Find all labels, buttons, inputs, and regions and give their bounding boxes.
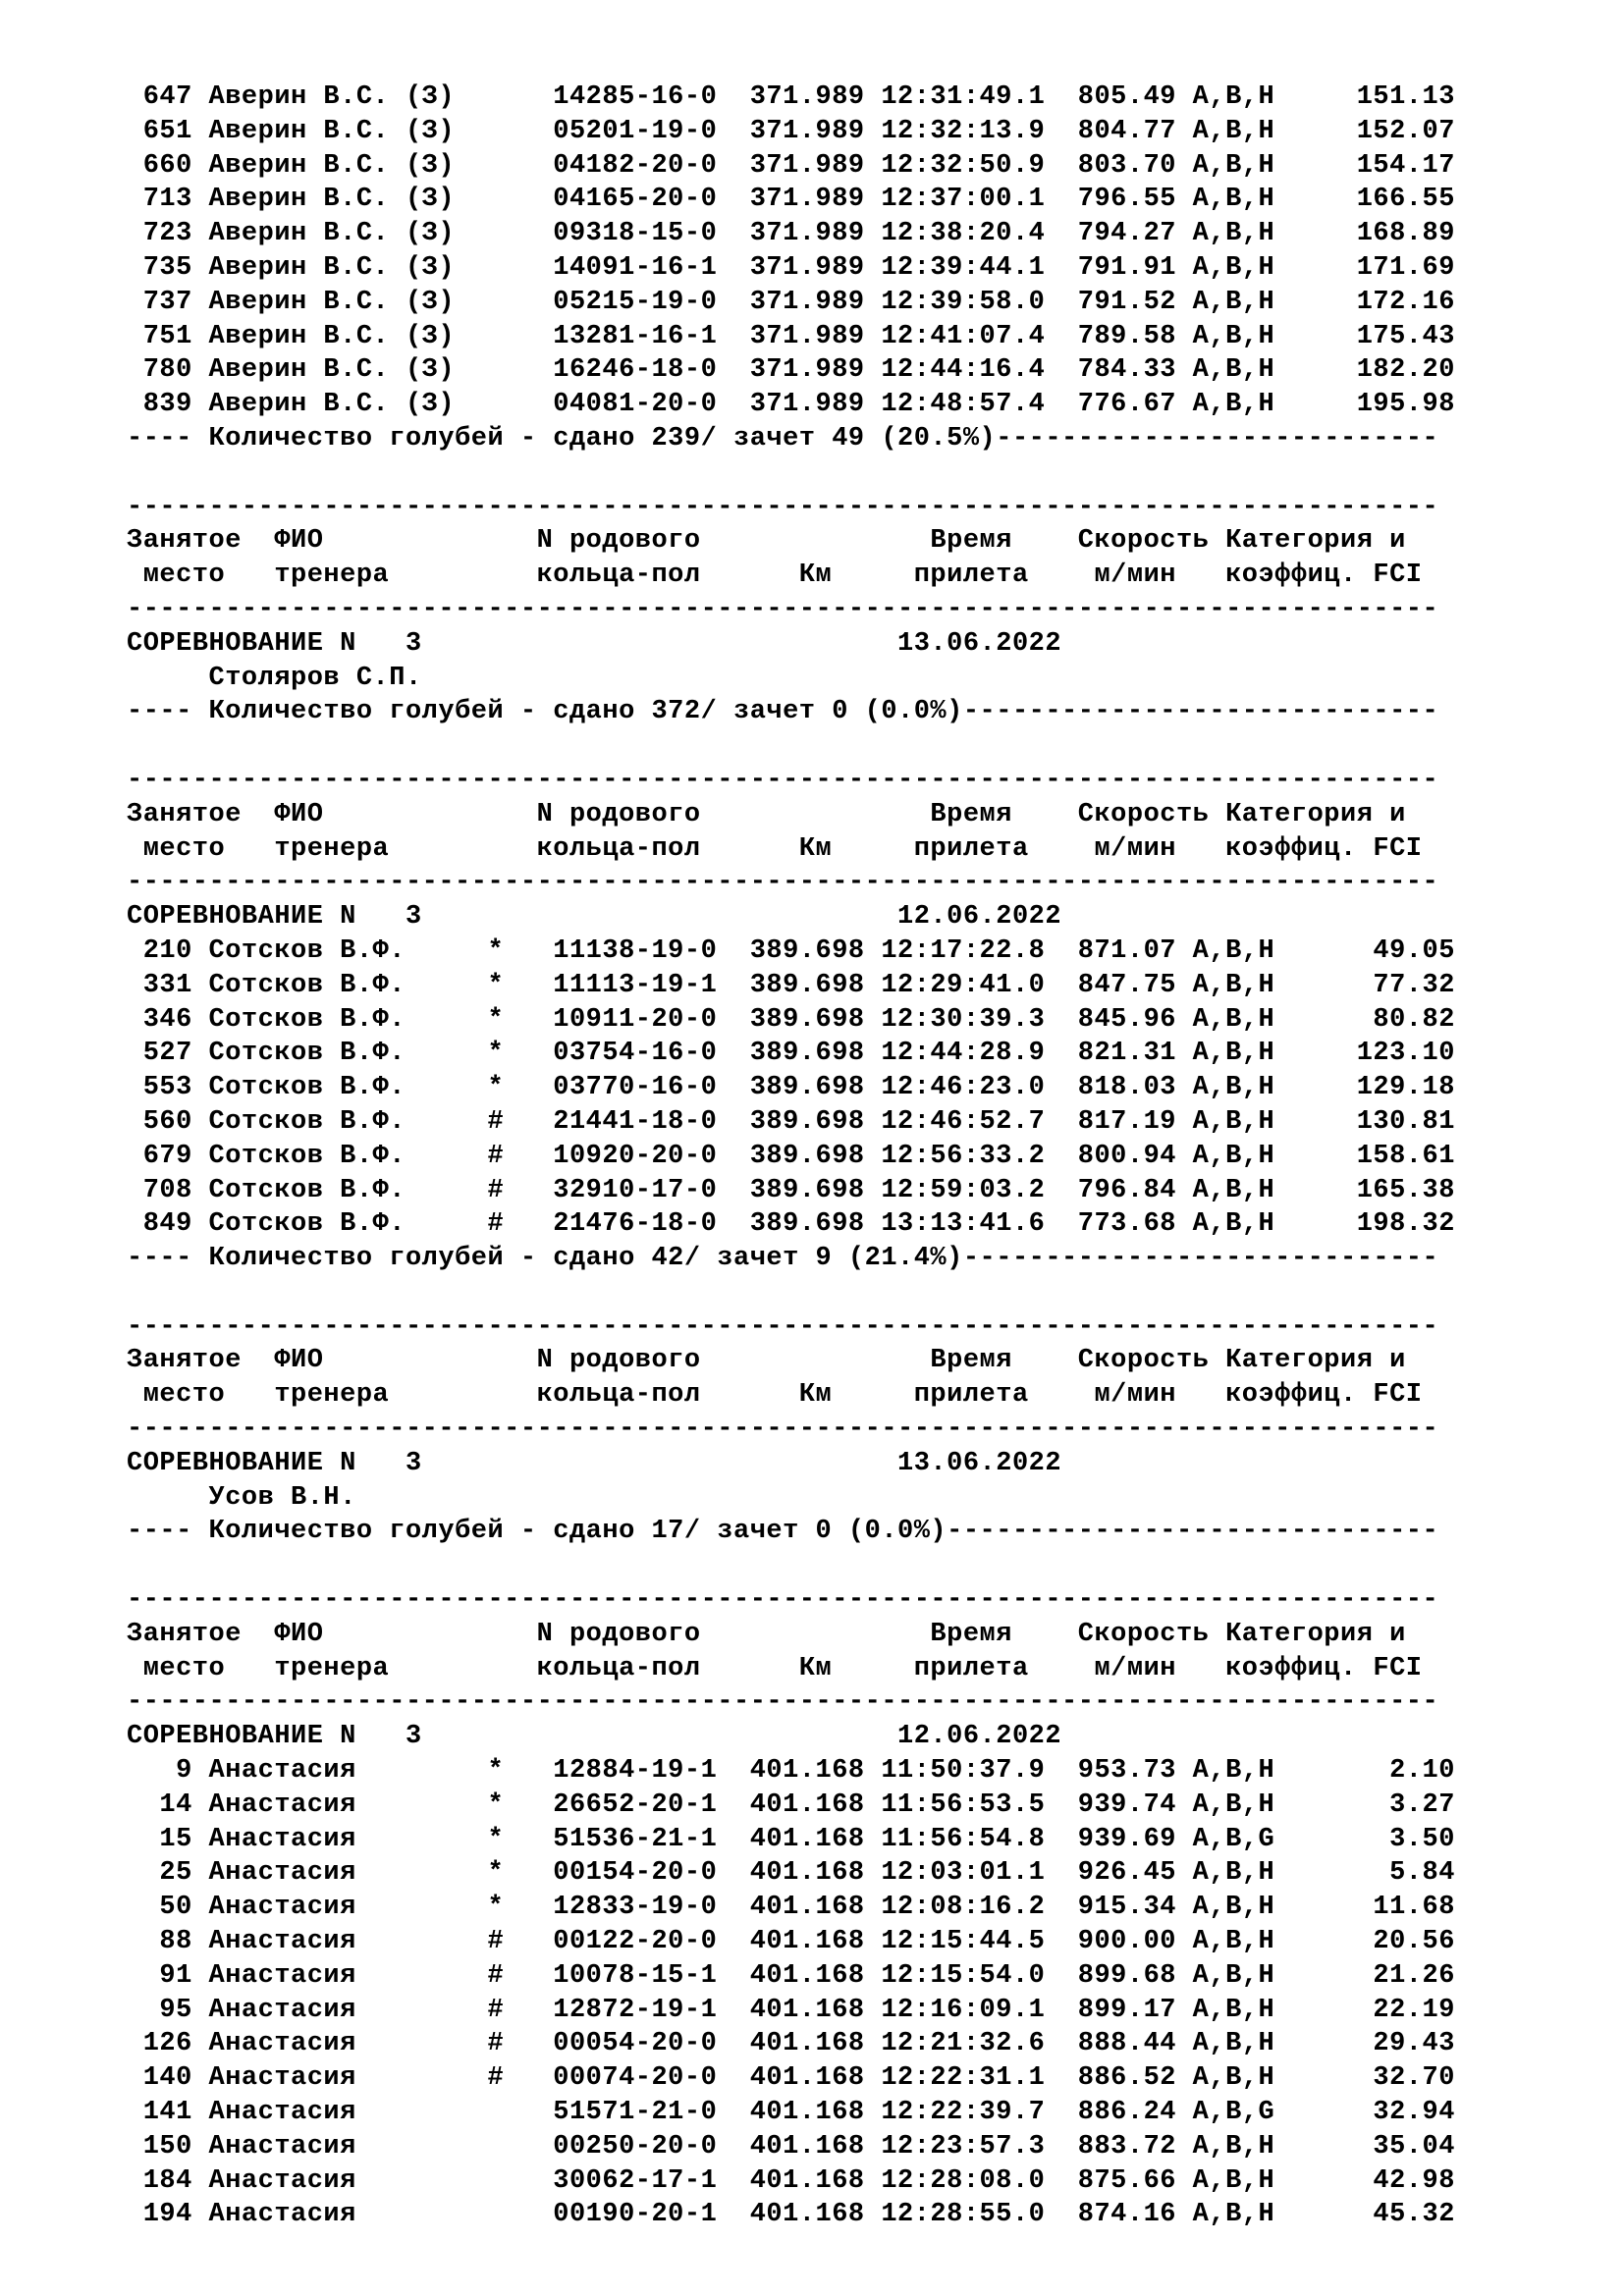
report-line: 15 Анастасия * 51536-21-1 401.168 11:56:54.8 939.69 A,B,G 3.50	[127, 1824, 1455, 1854]
report-line: 735 Аверин В.С. (З) 14091-16-1 371.989 12:39:44.1 791.91 A,B,H 171.69	[127, 252, 1455, 283]
report-line: 780 Аверин В.С. (З) 16246-18-0 371.989 12:44:16.4 784.33 A,B,H 182.20	[127, 355, 1455, 386]
report-line: ---- Количество голубей - сдано 239/ зачет 49 (20.5%)---------------------------	[127, 423, 1439, 454]
results-printout	[127, 80, 1455, 2232]
report-line: 346 Сотсков В.Ф. * 10911-20-0 389.698 12:30:39.3 845.96 A,B,H 80.82	[127, 1004, 1455, 1035]
report-line: СОРЕВНОВАНИЕ N 3 13.06.2022	[127, 1448, 1062, 1478]
report-line: 839 Аверин В.С. (З) 04081-20-0 371.989 12:48:57.4 776.67 A,B,H 195.98	[127, 390, 1455, 420]
report-line: Занятое ФИО N родового Время Скорость Категория и	[127, 526, 1406, 557]
report-line: место тренера кольца-пол Км прилета м/мин коэффиц. FCI	[127, 833, 1423, 864]
report-line: 95 Анастасия # 12872-19-1 401.168 12:16:09.1 899.17 A,B,H 22.19	[127, 1995, 1455, 2025]
report-line: СОРЕВНОВАНИЕ N 3 12.06.2022	[127, 902, 1062, 933]
report-line: 184 Анастасия 30062-17-1 401.168 12:28:08.0 875.66 A,B,H 42.98	[127, 2165, 1455, 2196]
report-line: 660 Аверин В.С. (З) 04182-20-0 371.989 12:32:50.9 803.70 A,B,H 154.17	[127, 150, 1455, 181]
report-line: СОРЕВНОВАНИЕ N 3 13.06.2022	[127, 628, 1062, 659]
report-line: ---- Количество голубей - сдано 42/ зачет 9 (21.4%)-----------------------------	[127, 1244, 1439, 1274]
report-line: 91 Анастасия # 10078-15-1 401.168 12:15:54.0 899.68 A,B,H 21.26	[127, 1960, 1455, 1991]
report-line: 25 Анастасия * 00154-20-0 401.168 12:03:01.1 926.45 A,B,H 5.84	[127, 1858, 1455, 1889]
report-line: 50 Анастасия * 12833-19-0 401.168 12:08:16.2 915.34 A,B,H 11.68	[127, 1893, 1455, 1923]
report-line: 647 Аверин В.С. (З) 14285-16-0 371.989 12:31:49.1 805.49 A,B,H 151.13	[127, 82, 1455, 112]
report-line: 849 Сотсков В.Ф. # 21476-18-0 389.698 13:13:41.6 773.68 A,B,H 198.32	[127, 1209, 1455, 1240]
report-line: --------------------------------------------------------------------------------	[127, 765, 1439, 795]
report-line: СОРЕВНОВАНИЕ N 3 12.06.2022	[127, 1722, 1062, 1752]
report-line	[127, 1276, 1455, 1310]
report-line: место тренера кольца-пол Км прилета м/мин коэффиц. FCI	[127, 561, 1423, 591]
report-line: Усов В.Н.	[127, 1482, 356, 1513]
report-line: --------------------------------------------------------------------------------	[127, 1687, 1439, 1718]
report-line: 553 Сотсков В.Ф. * 03770-16-0 389.698 12:46:23.0 818.03 A,B,H 129.18	[127, 1073, 1455, 1103]
report-line: 723 Аверин В.С. (З) 09318-15-0 371.989 12:38:20.4 794.27 A,B,H 168.89	[127, 219, 1455, 249]
report-line	[127, 1549, 1455, 1583]
report-line: 708 Сотсков В.Ф. # 32910-17-0 389.698 12:59:03.2 796.84 A,B,H 165.38	[127, 1175, 1455, 1205]
report-line: 651 Аверин В.С. (З) 05201-19-0 371.989 12:32:13.9 804.77 A,B,H 152.07	[127, 116, 1455, 146]
report-line: 141 Анастасия 51571-21-0 401.168 12:22:39.7 886.24 A,B,G 32.94	[127, 2098, 1455, 2128]
report-line: ---- Количество голубей - сдано 17/ зачет 0 (0.0%)------------------------------	[127, 1517, 1439, 1547]
report-line: 527 Сотсков В.Ф. * 03754-16-0 389.698 12:44:28.9 821.31 A,B,H 123.10	[127, 1039, 1455, 1069]
report-line: --------------------------------------------------------------------------------	[127, 1585, 1439, 1616]
report-line: 150 Анастасия 00250-20-0 401.168 12:23:57.3 883.72 A,B,H 35.04	[127, 2131, 1455, 2162]
report-line: 751 Аверин В.С. (З) 13281-16-1 371.989 12:41:07.4 789.58 A,B,H 175.43	[127, 321, 1455, 351]
report-line: 560 Сотсков В.Ф. # 21441-18-0 389.698 12:46:52.7 817.19 A,B,H 130.81	[127, 1106, 1455, 1137]
report-line: 9 Анастасия * 12884-19-1 401.168 11:50:37.9 953.73 A,B,H 2.10	[127, 1756, 1455, 1787]
report-line: Занятое ФИО N родового Время Скорость Категория и	[127, 799, 1406, 829]
report-line: 713 Аверин В.С. (З) 04165-20-0 371.989 12:37:00.1 796.55 A,B,H 166.55	[127, 185, 1455, 215]
report-line: Занятое ФИО N родового Время Скорость Категория и	[127, 1619, 1406, 1649]
report-line	[127, 456, 1455, 491]
report-line: --------------------------------------------------------------------------------	[127, 868, 1439, 898]
report-line: 126 Анастасия # 00054-20-0 401.168 12:21:32.6 888.44 A,B,H 29.43	[127, 2029, 1455, 2059]
report-line: 679 Сотсков В.Ф. # 10920-20-0 389.698 12:56:33.2 800.94 A,B,H 158.61	[127, 1141, 1455, 1171]
report-line	[127, 729, 1455, 764]
report-line: ---- Количество голубей - сдано 372/ зачет 0 (0.0%)-----------------------------	[127, 697, 1439, 727]
report-line: 210 Сотсков В.Ф. * 11138-19-0 389.698 12:17:22.8 871.07 A,B,H 49.05	[127, 935, 1455, 966]
report-line: 194 Анастасия 00190-20-1 401.168 12:28:55.0 874.16 A,B,H 45.32	[127, 2200, 1455, 2230]
report-line: место тренера кольца-пол Км прилета м/мин коэффиц. FCI	[127, 1653, 1423, 1683]
report-line: Занятое ФИО N родового Время Скорость Категория и	[127, 1346, 1406, 1376]
report-line: 140 Анастасия # 00074-20-0 401.168 12:22:31.1 886.52 A,B,H 32.70	[127, 2063, 1455, 2094]
report-line: --------------------------------------------------------------------------------	[127, 1415, 1439, 1445]
report-line: --------------------------------------------------------------------------------	[127, 492, 1439, 522]
report-line: 331 Сотсков В.Ф. * 11113-19-1 389.698 12:29:41.0 847.75 A,B,H 77.32	[127, 970, 1455, 1000]
report-line: 88 Анастасия # 00122-20-0 401.168 12:15:44.5 900.00 A,B,H 20.56	[127, 1927, 1455, 1957]
report-line: --------------------------------------------------------------------------------	[127, 1311, 1439, 1342]
report-line: Столяров С.П.	[127, 663, 422, 693]
report-line: --------------------------------------------------------------------------------	[127, 594, 1439, 624]
report-line: 14 Анастасия * 26652-20-1 401.168 11:56:53.5 939.74 A,B,H 3.27	[127, 1789, 1455, 1820]
report-line: место тренера кольца-пол Км прилета м/мин коэффиц. FCI	[127, 1380, 1423, 1411]
report-line: 737 Аверин В.С. (З) 05215-19-0 371.989 12:39:58.0 791.52 A,B,H 172.16	[127, 287, 1455, 317]
